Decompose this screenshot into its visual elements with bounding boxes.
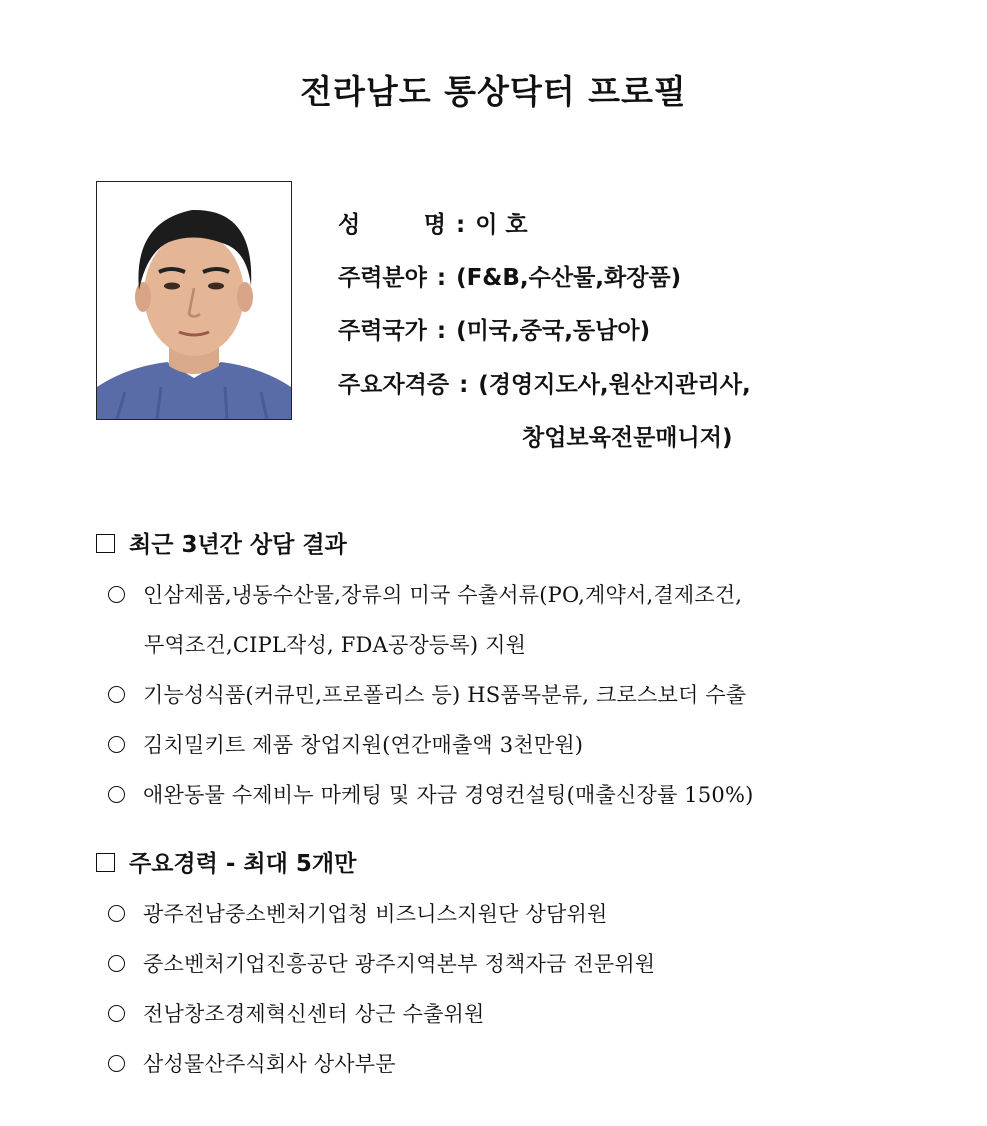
circle-bullet-icon [108,905,125,922]
consult-heading-text: 최근 3년간 상담 결과 [129,532,347,558]
name-separator: : [456,212,466,238]
profile-photo [96,181,292,420]
cert-label: 주요자격증 [338,372,450,398]
country-separator: : [436,318,447,344]
career-item-2 [108,948,655,978]
consult-item-3-text: 김치밀키트 제품 창업지원(연간매출액 3천만원) [143,733,584,757]
field-label: 주력분야 [338,265,427,291]
country-value: (미국,중국,동남아) [456,318,651,344]
career-item-1-text: 광주전남중소벤처기업청 비즈니스지원단 상담위원 [143,902,608,926]
square-box-icon [96,534,115,553]
profile-name-row [338,206,528,239]
career-item-4 [108,1048,396,1078]
career-item-3-text: 전남창조경제혁신센터 상근 수출위원 [143,1002,485,1026]
name-label [338,206,446,239]
country-label: 주력국가 [338,318,427,344]
consult-item-1 [108,579,742,609]
consult-item-4-text: 애완동물 수제비누 마케팅 및 자금 경영컨설팅(매출신장률 150%) [143,783,754,807]
square-box-icon [96,853,115,872]
consult-item-2-text: 기능성식품(커큐민,프로폴리스 등) HS품목분류, 크로스보더 수출 [143,683,747,707]
profile-country-row [338,312,650,345]
consult-item-1-continued [144,629,526,659]
consult-item-1-text: 인삼제품,냉동수산물,장류의 미국 수출서류(PO,계약서,결제조건, [143,583,743,607]
consult-section-heading [96,526,347,559]
career-item-2-text: 중소벤처기업진흥공단 광주지역본부 정책자금 전문위원 [143,952,656,976]
circle-bullet-icon [108,1055,125,1072]
consult-item-3 [108,729,583,759]
name-label-char-2: 명 [423,212,446,238]
profile-cert-row [338,366,751,399]
career-item-3 [108,998,485,1028]
circle-bullet-icon [108,786,125,803]
page-title: 전라남도 통상닥터 프로필 [300,72,687,111]
cert-value-line2: 창업보육전문매니저) [522,425,733,451]
career-item-1 [108,898,607,928]
profile-field-row [338,259,681,292]
profile-cert-row-2 [522,419,732,452]
consult-item-1-text-2: 무역조건,CIPL작성, FDA공장등록) 지원 [144,633,527,657]
circle-bullet-icon [108,586,125,603]
circle-bullet-icon [108,955,125,972]
name-label-char-1: 성 [338,212,361,238]
cert-value-line1: (경영지도사,원산지관리사, [478,372,751,398]
circle-bullet-icon [108,736,125,753]
circle-bullet-icon [108,1005,125,1022]
career-section-heading [96,845,356,878]
field-separator: : [436,265,447,291]
consult-item-2 [108,679,746,709]
cert-separator: : [459,372,469,398]
circle-bullet-icon [108,686,125,703]
career-heading-text: 주요경력 - 최대 5개만 [129,851,357,877]
consult-item-4 [108,779,754,809]
field-value: (F&B,수산물,화장품) [456,265,682,291]
name-value: 이 호 [475,212,528,238]
career-item-4-text: 삼성물산주식회사 상사부문 [143,1052,396,1076]
